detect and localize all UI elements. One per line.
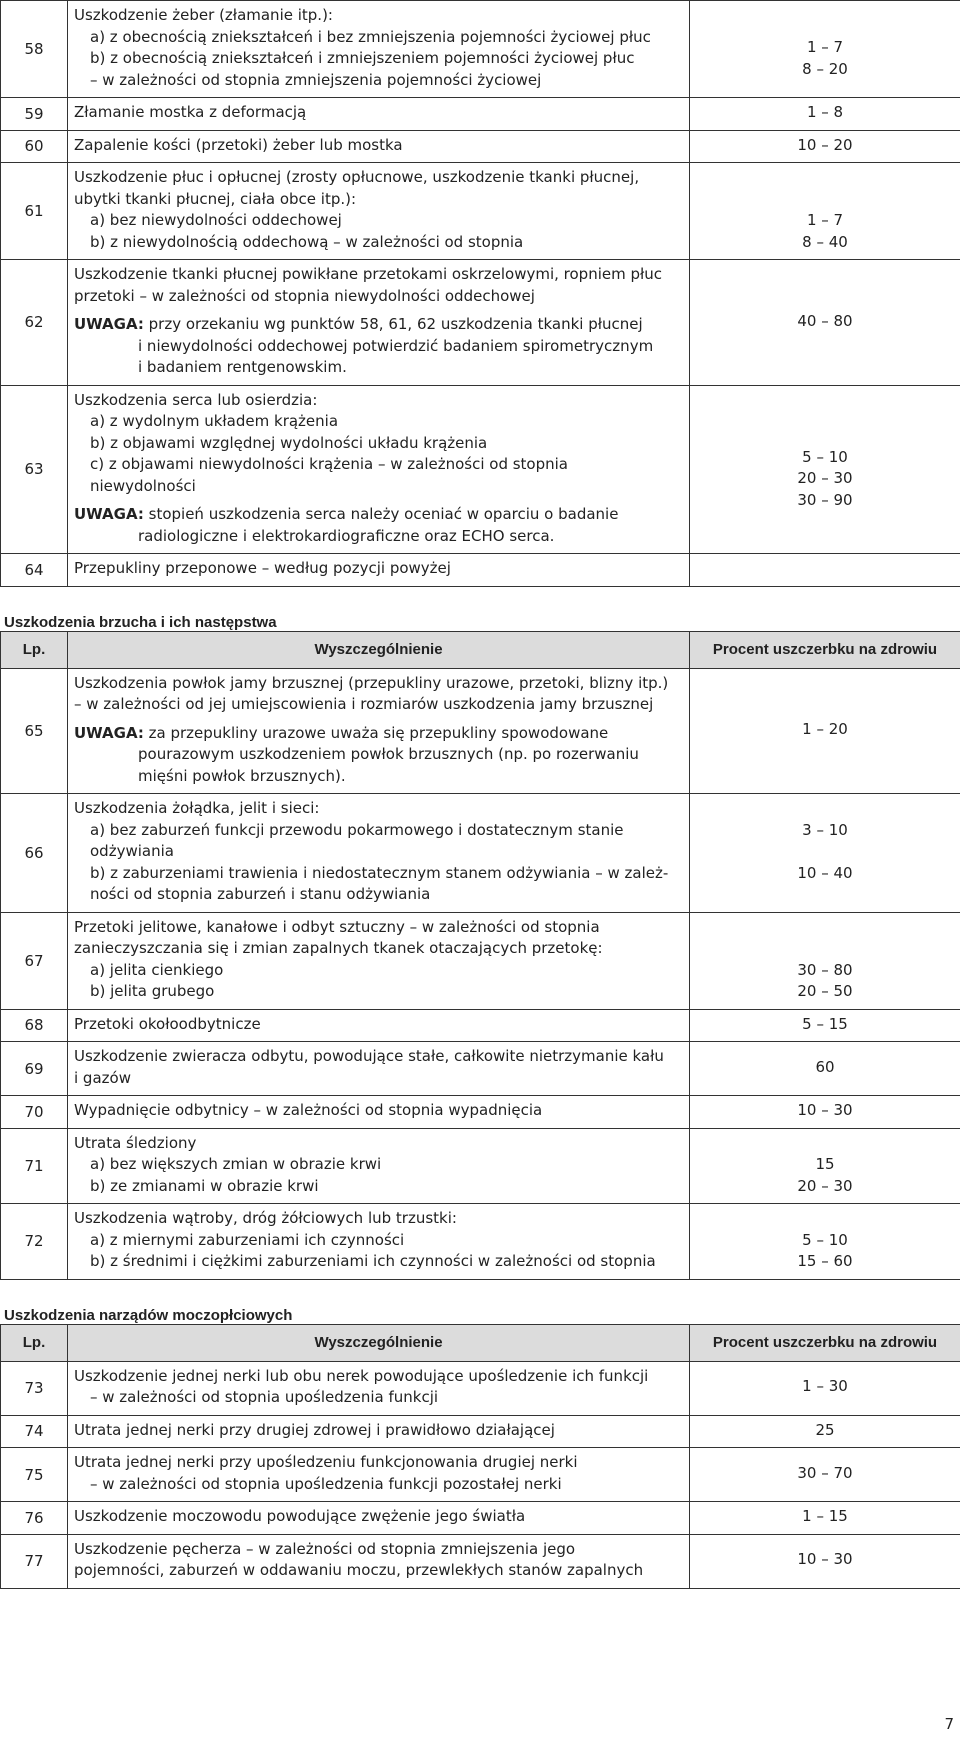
row-percent — [690, 1502, 960, 1535]
percent-value — [690, 917, 960, 939]
percent-value: 15 – 60 — [797, 1252, 853, 1270]
percent-value — [690, 1208, 960, 1230]
description-line: a) z wydolnym układem krążenia — [90, 412, 339, 430]
header-lp: Lp. — [1, 631, 68, 668]
description-line: Zapalenie kości (przetoki) żeber lub mostka — [74, 135, 403, 154]
percent-value: 25 — [815, 1420, 835, 1439]
note-line: pourazowym uszkodzeniem powłok brzusznych (np. po rozerwaniu — [138, 745, 639, 763]
table-urogenital — [0, 1324, 960, 1589]
percent-value: 1 – 30 — [802, 1377, 848, 1396]
row-description — [68, 668, 690, 794]
percent-value: 8 – 40 — [802, 232, 848, 251]
description-line: b) z zaburzeniami trawienia i niedostatecznym stanem odżywiania – w zależ- — [90, 863, 669, 882]
percent-value: 60 — [815, 1057, 835, 1076]
percent-value — [690, 938, 960, 960]
percent-value: 20 – 50 — [797, 982, 853, 1000]
percent-value — [690, 189, 960, 211]
percent-value: 30 – 90 — [797, 490, 853, 509]
percent-value: 5 – 10 — [802, 1230, 848, 1249]
percent-value: 8 – 20 — [802, 59, 848, 78]
percent-value: 30 – 80 — [797, 960, 853, 979]
row-number: 61 — [1, 163, 68, 260]
percent-value — [690, 16, 960, 38]
percent-value: 30 – 70 — [797, 1463, 853, 1482]
description-line: Utrata jednej nerki przy upośledzeniu funkcjonowania drugiej nerki — [74, 1453, 578, 1471]
row-percent — [690, 130, 960, 163]
table-row — [1, 554, 960, 587]
row-description — [68, 1502, 690, 1535]
description-line: a) z miernymi zaburzeniami ich czynności — [90, 1230, 405, 1249]
row-number: 67 — [1, 912, 68, 1009]
percent-value: 40 – 80 — [797, 311, 853, 330]
row-description — [68, 1009, 690, 1042]
row-percent — [690, 794, 960, 913]
row-description — [68, 385, 690, 554]
description-line: b) z niewydolnością oddechową – w zależności od stopnia — [90, 232, 524, 251]
note-block — [74, 723, 685, 788]
row-percent — [690, 912, 960, 1009]
description-line: ności od stopnia zaburzeń i stanu odżywiania — [90, 885, 431, 903]
description-line: pojemności, zaburzeń w oddawaniu moczu, przewlekłych stanów zapalnych — [74, 1561, 644, 1579]
percent-value: 10 – 30 — [797, 1550, 853, 1569]
note-label: UWAGA: — [74, 505, 144, 523]
table-row — [1, 1502, 960, 1535]
row-percent — [690, 1361, 960, 1415]
row-percent — [690, 385, 960, 554]
header-pct: Procent uszczerbku na zdrowiu — [690, 1324, 960, 1361]
description-line: Wypadnięcie odbytnicy – w zależności od stopnia wypadnięcia — [74, 1101, 543, 1119]
row-description — [68, 1042, 690, 1096]
table-row — [1, 385, 960, 554]
description-line: Uszkodzenie tkanki płucnej powikłane przetokami oskrzelowymi, ropniem płuc — [74, 265, 663, 283]
description-line: – w zależności od jej umiejscowienia i rozmiarów uszkodzenia jamy brzusznej — [74, 695, 654, 713]
row-description — [68, 1204, 690, 1280]
note-line: i niewydolności oddechowej potwierdzić badaniem spirometrycznym — [138, 336, 654, 355]
percent-value: 1 – 7 — [806, 211, 844, 229]
description-line: – w zależności od stopnia zmniejszenia pojemności życiowej — [90, 70, 542, 89]
row-description — [68, 1096, 690, 1129]
percent-value: 3 – 10 — [802, 820, 848, 839]
description-line: c) z objawami niewydolności krążenia – w zależności od stopnia — [90, 455, 569, 473]
description-line: Uszkodzenie żeber (złamanie itp.): — [74, 6, 333, 24]
description-line: – w zależności od stopnia upośledzenia funkcji — [90, 1388, 439, 1406]
description-line: Uszkodzenie pęcherza – w zależności od stopnia zmniejszenia jego — [74, 1539, 576, 1558]
description-line: niewydolności — [90, 476, 196, 495]
description-line: i gazów — [74, 1068, 131, 1087]
description-line: odżywiania — [90, 842, 174, 860]
description-line: Uszkodzenie jednej nerki lub obu nerek powodujące upośledzenie ich funkcji — [74, 1366, 649, 1385]
row-number: 68 — [1, 1009, 68, 1042]
section-title-urogenital: Uszkodzenia narządów moczopłciowych — [4, 1306, 293, 1324]
note-line: i badaniem rentgenowskim. — [138, 358, 347, 376]
description-line: Przepukliny przeponowe – według pozycji powyżej — [74, 559, 451, 577]
description-line: Uszkodzenia serca lub osierdzia: — [74, 390, 318, 409]
row-description — [68, 554, 690, 587]
table-row — [1, 1, 960, 98]
row-percent — [690, 1448, 960, 1502]
percent-value: 20 – 30 — [797, 469, 853, 488]
table-row — [1, 130, 960, 163]
description-line: a) bez większych zmian w obrazie krwi — [90, 1155, 382, 1173]
header-lp: Lp. — [1, 1324, 68, 1361]
row-number: 77 — [1, 1534, 68, 1588]
note-line: radiologiczne i elektrokardiograficzne oraz ECHO serca. — [138, 526, 555, 545]
description-line: Uszkodzenie moczowodu powodujące zwężenie jego światła — [74, 1507, 526, 1525]
percent-value: 1 – 8 — [806, 103, 844, 121]
row-number: 71 — [1, 1128, 68, 1204]
note-line: mięśni powłok brzusznych). — [138, 766, 346, 785]
description-line: ubytki tkanki płucnej, ciała obce itp.): — [74, 189, 357, 208]
description-line: a) jelita cienkiego — [90, 960, 224, 979]
table-row — [1, 912, 960, 1009]
row-percent — [690, 260, 960, 386]
description-line: Przetoki okołoodbytnicze — [74, 1014, 261, 1033]
percent-value: 20 – 30 — [797, 1176, 853, 1195]
row-description — [68, 1128, 690, 1204]
percent-value — [690, 425, 960, 447]
percent-value: 5 – 15 — [802, 1014, 848, 1033]
percent-value: 15 — [815, 1155, 835, 1173]
percent-value — [690, 558, 960, 580]
page-number: 7 — [944, 1715, 954, 1733]
percent-value: 10 – 40 — [797, 863, 853, 882]
row-number: 74 — [1, 1415, 68, 1448]
description-line: Przetoki jelitowe, kanałowe i odbyt sztuczny – w zależności od stopnia — [74, 917, 600, 936]
description-line: a) z obecnością zniekształceń i bez zmniejszenia pojemności życiowej płuc — [90, 27, 651, 46]
row-number: 63 — [1, 385, 68, 554]
row-description — [68, 260, 690, 386]
description-line: a) bez zaburzeń funkcji przewodu pokarmowego i dostatecznym stanie — [90, 820, 624, 839]
table-row — [1, 1448, 960, 1502]
percent-value — [690, 841, 960, 863]
row-number: 75 — [1, 1448, 68, 1502]
description-line: b) z objawami względnej wydolności układu krążenia — [90, 433, 488, 452]
row-number: 62 — [1, 260, 68, 386]
note-label: UWAGA: — [74, 723, 144, 742]
description-line: Złamanie mostka z deformacją — [74, 103, 307, 121]
row-percent — [690, 1128, 960, 1204]
header-desc: Wyszczególnienie — [68, 631, 690, 668]
description-line: b) ze zmianami w obrazie krwi — [90, 1176, 319, 1195]
description-line: Uszkodzenia żołądka, jelit i sieci: — [74, 799, 320, 817]
row-number: 72 — [1, 1204, 68, 1280]
row-number: 65 — [1, 668, 68, 794]
row-percent — [690, 1204, 960, 1280]
table-row — [1, 1361, 960, 1415]
row-description — [68, 163, 690, 260]
row-number: 58 — [1, 1, 68, 98]
row-percent — [690, 668, 960, 794]
description-line: Uszkodzenie zwieracza odbytu, powodujące stałe, całkowite nietrzymanie kału — [74, 1047, 664, 1065]
row-description — [68, 794, 690, 913]
table-row — [1, 1128, 960, 1204]
note-block — [74, 314, 685, 379]
table-row — [1, 1415, 960, 1448]
table-row — [1, 1204, 960, 1280]
row-percent — [690, 1, 960, 98]
row-description — [68, 912, 690, 1009]
row-percent — [690, 1096, 960, 1129]
header-desc: Wyszczególnienie — [68, 1324, 690, 1361]
row-percent — [690, 98, 960, 131]
description-line: b) z średnimi i ciężkimi zaburzeniami ich czynności w zależności od stopnia — [90, 1252, 656, 1270]
header-pct: Procent uszczerbku na zdrowiu — [690, 631, 960, 668]
description-line: – w zależności od stopnia upośledzenia funkcji pozostałej nerki — [90, 1474, 562, 1493]
table-row — [1, 1096, 960, 1129]
row-percent — [690, 163, 960, 260]
description-line: Utrata śledziony — [74, 1133, 197, 1152]
row-description — [68, 1, 690, 98]
description-line: Uszkodzenia wątroby, dróg żółciowych lub trzustki: — [74, 1209, 457, 1227]
percent-value: 10 – 20 — [797, 135, 853, 154]
row-percent — [690, 554, 960, 587]
percent-value: 10 – 30 — [797, 1101, 853, 1119]
section-title-abdomen: Uszkodzenia brzucha i ich następstwa — [4, 613, 277, 631]
table-row — [1, 98, 960, 131]
row-description — [68, 98, 690, 131]
row-description — [68, 1415, 690, 1448]
row-percent — [690, 1042, 960, 1096]
row-description — [68, 1534, 690, 1588]
description-line: a) bez niewydolności oddechowej — [90, 211, 342, 229]
row-number: 66 — [1, 794, 68, 913]
percent-value: 1 – 7 — [806, 38, 844, 57]
note-block — [74, 504, 685, 547]
row-percent — [690, 1009, 960, 1042]
description-line: b) jelita grubego — [90, 982, 215, 1000]
row-number: 59 — [1, 98, 68, 131]
row-number: 64 — [1, 554, 68, 587]
table-row — [1, 794, 960, 913]
note-line: przy orzekaniu wg punktów 58, 61, 62 uszkodzenia tkanki płucnej — [143, 315, 643, 333]
percent-value: 1 – 20 — [802, 720, 848, 738]
description-line: Uszkodzenia powłok jamy brzusznej (przepukliny urazowe, przetoki, blizny itp.) — [74, 673, 669, 692]
note-label: UWAGA: — [74, 315, 144, 333]
percent-value — [690, 1133, 960, 1155]
row-description — [68, 130, 690, 163]
table-row — [1, 1042, 960, 1096]
percent-value — [690, 167, 960, 189]
row-description — [68, 1361, 690, 1415]
row-number: 70 — [1, 1096, 68, 1129]
row-number: 73 — [1, 1361, 68, 1415]
percent-value: 1 – 15 — [802, 1507, 848, 1525]
table-row — [1, 163, 960, 260]
note-line: stopień uszkodzenia serca należy oceniać w oparciu o badanie — [143, 505, 619, 523]
description-line: zanieczyszczania się i zmian zapalnych tkanek otaczających przetokę: — [74, 939, 603, 957]
table-row — [1, 1009, 960, 1042]
row-number: 76 — [1, 1502, 68, 1535]
note-line: za przepukliny urazowe uważa się przepukliny spowodowane — [143, 723, 609, 742]
row-number: 69 — [1, 1042, 68, 1096]
table-row — [1, 1534, 960, 1588]
description-line: Utrata jednej nerki przy drugiej zdrowej i prawidłowo działającej — [74, 1420, 555, 1439]
description-line: Uszkodzenie płuc i opłucnej (zrosty opłucnowe, uszkodzenie tkanki płucnej, — [74, 168, 640, 186]
table-row — [1, 668, 960, 794]
description-line: przetoki – w zależności od stopnia niewydolności oddechowej — [74, 286, 535, 305]
row-percent — [690, 1415, 960, 1448]
percent-value: 5 – 10 — [802, 447, 848, 466]
row-description — [68, 1448, 690, 1502]
table-row — [1, 260, 960, 386]
table-abdomen — [0, 631, 960, 1280]
row-number: 60 — [1, 130, 68, 163]
description-line: b) z obecnością zniekształceń i zmniejszeniem pojemności życiowej płuc — [90, 49, 635, 67]
table-chest — [0, 0, 960, 587]
row-percent — [690, 1534, 960, 1588]
